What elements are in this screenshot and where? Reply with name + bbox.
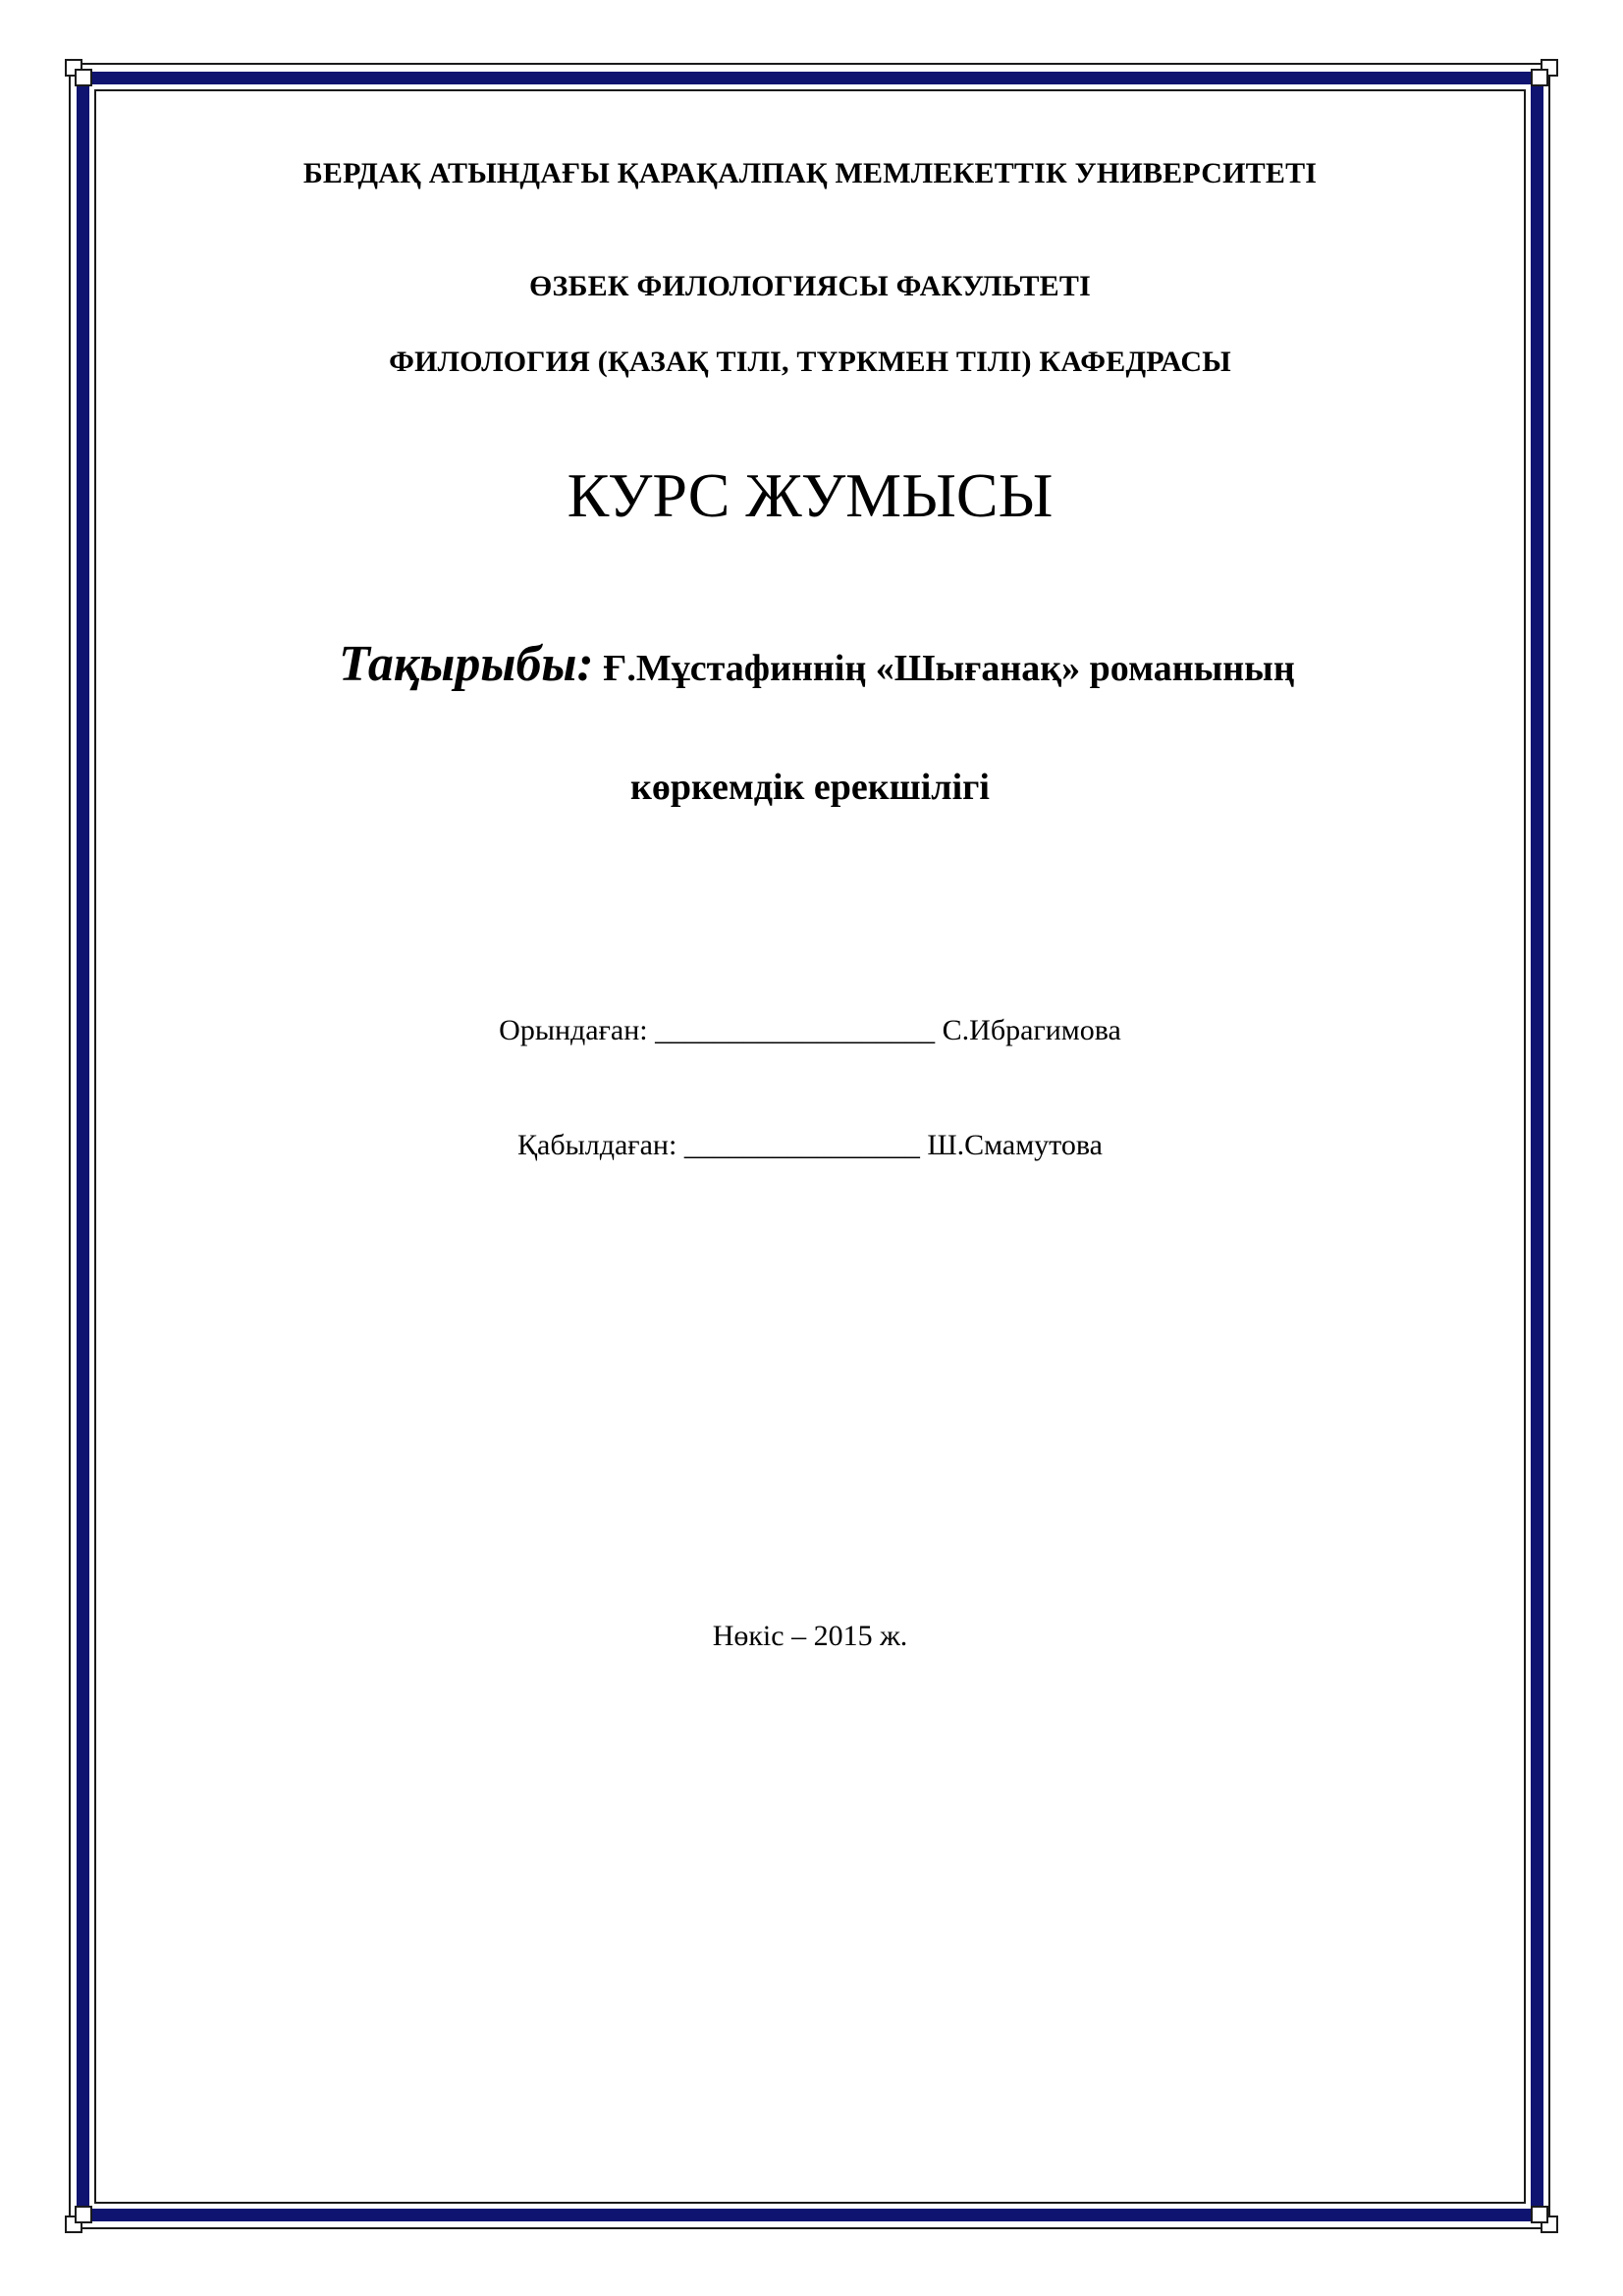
corner-ornament-top-left bbox=[65, 59, 94, 88]
performed-by-blank: ___________________ bbox=[655, 1014, 936, 1046]
department-name: ФИЛОЛОГИЯ (ҚАЗАҚ ТІЛІ, ТҮРКМЕН ТІЛІ) КАФЕДРАСЫ bbox=[389, 346, 1231, 378]
performed-by-label: Орындаған: bbox=[499, 1014, 648, 1046]
document-title: КУРС ЖУМЫСЫ bbox=[567, 460, 1054, 530]
topic-label: Тақырыбы: bbox=[339, 636, 594, 692]
topic-text-1: Ғ.Мұстафиннің «Шығанақ» романының bbox=[603, 648, 1295, 689]
accepted-by-label: Қабылдаған: bbox=[517, 1129, 677, 1161]
topic-line-2: көркемдік ерекшілігі bbox=[630, 767, 990, 808]
accepted-by-blank: ________________ bbox=[683, 1129, 920, 1161]
performed-by-line bbox=[94, 1014, 1526, 1047]
faculty-name: ӨЗБЕК ФИЛОЛОГИЯСЫ ФАКУЛЬТЕТІ bbox=[529, 270, 1091, 302]
corner-ornament-bottom-right bbox=[1529, 2204, 1558, 2233]
corner-ornament-bottom-left bbox=[65, 2204, 94, 2233]
city-year: Нөкіс – 2015 ж. bbox=[712, 1620, 908, 1652]
topic-line-1 bbox=[94, 635, 1526, 693]
corner-ornament-top-right bbox=[1529, 59, 1558, 88]
accepted-by-line bbox=[94, 1129, 1526, 1162]
performed-by-name: С.Ибрагимова bbox=[942, 1014, 1121, 1046]
accepted-by-name: Ш.Смамутова bbox=[927, 1129, 1103, 1161]
university-name: БЕРДАҚ АТЫНДАҒЫ ҚАРАҚАЛПАҚ МЕМЛЕКЕТТІК УНИВЕРСИТЕТІ bbox=[302, 157, 1318, 189]
